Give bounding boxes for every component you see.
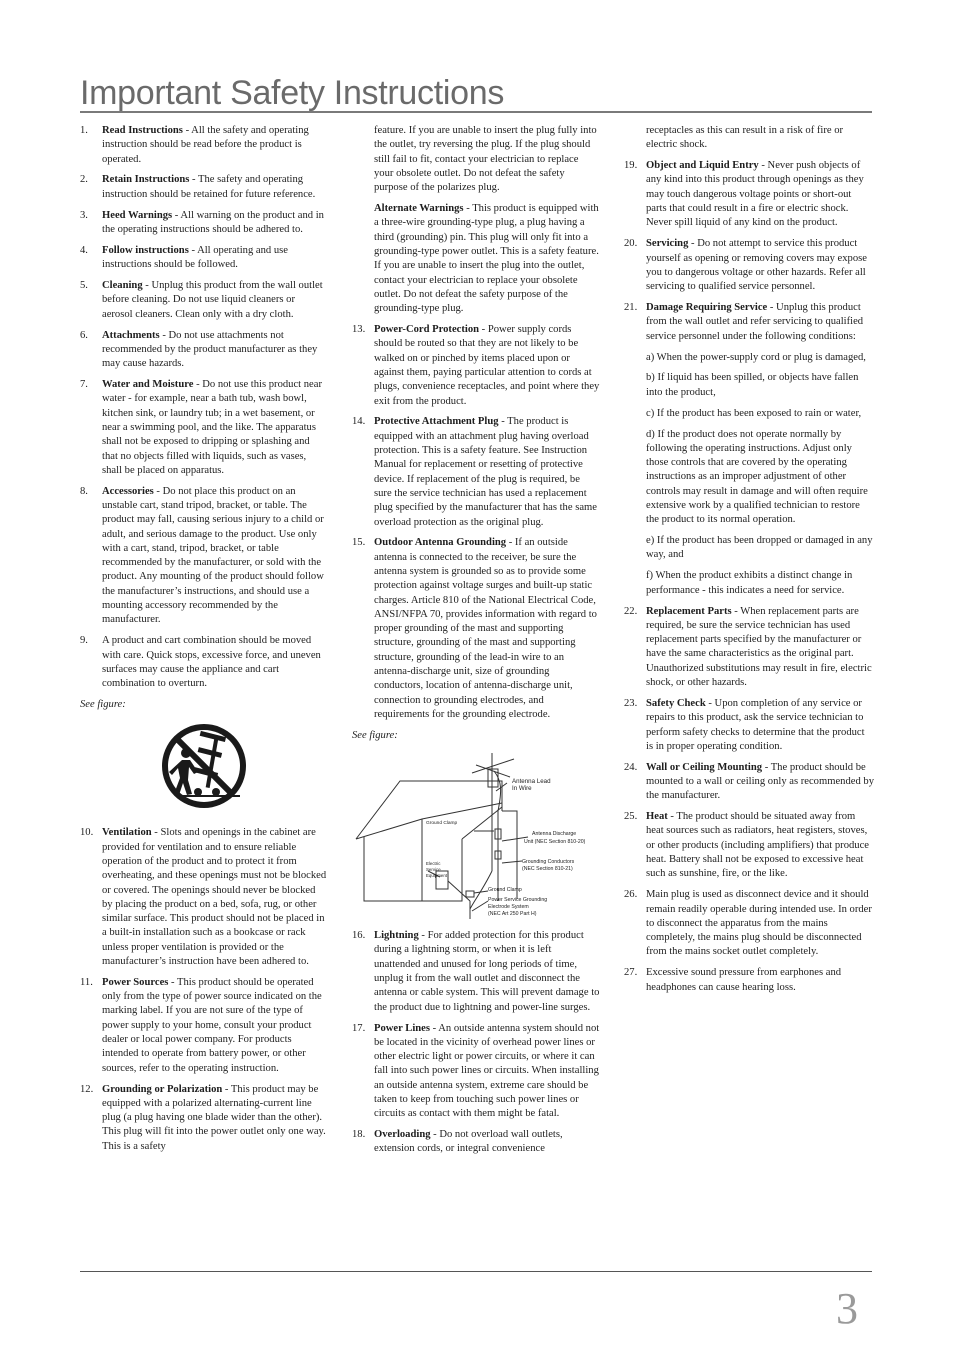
instruction-item	[80, 976, 328, 1076]
item-number: 1.	[80, 125, 88, 136]
item-heading: Retain Instructions	[102, 174, 190, 186]
item-number: 10.	[80, 827, 94, 839]
item-number: 22.	[624, 605, 638, 617]
instruction-item	[624, 605, 874, 691]
figure-caption: See figure:	[80, 699, 126, 711]
item-body	[102, 976, 328, 1076]
item-body	[102, 1083, 328, 1154]
instruction-item	[352, 1128, 600, 1157]
instruction-list	[352, 929, 600, 1157]
item-text: A product and cart combination should be moved with care. Quick stops, excessive force, and uneven surfaces may cause the appliance and cart combination to overturn.	[102, 635, 321, 690]
item-text: - For added protection for this product during a lightning storm, or when it is left unattended and unused for long periods of time, unplug it from the wall outlet and disconnect the antenna or cable system. This will prevent damage to the product due to lightning and power-line surges.	[374, 930, 600, 1013]
instruction-item	[352, 323, 600, 409]
item-heading: Follow instructions	[102, 244, 189, 256]
diagram-label: Ground Clamp	[488, 887, 522, 894]
instruction-item	[352, 536, 600, 722]
item-body	[374, 1128, 600, 1157]
instruction-item	[624, 810, 874, 881]
diagram-label: Electrode System	[488, 904, 529, 911]
item-body	[646, 810, 874, 881]
instruction-list	[352, 323, 600, 722]
item-text: - Unplug this product from the wall outlet before cleaning. Do not use liquid cleaners or aerosol cleaners. Clean only with a dry cloth.	[102, 280, 323, 320]
diagram-label: Service	[426, 867, 441, 873]
condition-item: f) When the product exhibits a distinct change in performance - this indicates a need for service.	[646, 570, 853, 596]
diagram-label: Equipment	[426, 873, 447, 879]
item-body	[102, 173, 328, 202]
item-body	[646, 301, 874, 344]
item-heading: Ventilation	[102, 827, 152, 839]
item-heading: Power-Cord Protection	[374, 324, 480, 336]
item-number: 2.	[80, 174, 88, 186]
item-heading: Servicing	[646, 238, 689, 250]
item-body	[102, 485, 328, 628]
item-heading: Replacement Parts	[646, 605, 732, 617]
item-heading: Lightning	[374, 930, 419, 942]
item-body	[374, 415, 600, 529]
item-body	[374, 929, 600, 1015]
figure-caption: See figure:	[352, 729, 398, 741]
instruction-item	[80, 124, 328, 167]
page-number: 3	[836, 1284, 858, 1333]
item-heading: Heat	[646, 811, 668, 823]
diagram-label: Antenna Discharge	[532, 831, 577, 838]
instruction-item	[80, 634, 328, 691]
item-number: 27.	[624, 967, 638, 979]
instruction-item	[624, 888, 874, 959]
item-text: - This product may be equipped with a polarized alternating-current line plug (a plug having one blade wider than the other). This plug will fit into the power outlet only one way. This is a safety	[102, 1083, 326, 1152]
condition-list	[624, 351, 874, 598]
column-2	[352, 124, 600, 1163]
item-number: 4.	[80, 244, 88, 256]
item-heading: Object and Liquid Entry	[646, 160, 759, 172]
item-text: - The safety and operating instruction should be retained for future reference.	[102, 174, 316, 200]
item-body	[102, 124, 328, 167]
item-number: 17.	[352, 1022, 366, 1034]
item-text: - All warning on the product and in the operating instructions should be adhered to.	[102, 209, 324, 235]
item-number: 16.	[352, 930, 366, 942]
item-number: 21.	[624, 302, 638, 314]
diagram-label: Power Service Grounding	[488, 897, 548, 904]
page-title: Important Safety Instructions	[80, 74, 505, 112]
item-text: - When replacement parts are required, be sure the service technician has used replacement parts specified by the manufacturer or have the same characteristics as the original part. Unauthorized substitutions may result in fire, electric shock, or other hazards.	[646, 605, 872, 689]
instruction-item	[80, 279, 328, 322]
item-body	[102, 378, 328, 478]
instruction-list	[624, 605, 874, 995]
item-body	[102, 209, 328, 238]
item-number: 20.	[624, 238, 638, 250]
item-body	[646, 697, 874, 754]
column-1	[80, 124, 328, 1161]
instruction-item	[624, 237, 874, 294]
instruction-item	[80, 826, 328, 969]
instruction-list	[624, 159, 874, 344]
footer-rule	[80, 1271, 872, 1272]
item-heading: Overloading	[374, 1129, 431, 1141]
condition-item: a) When the power-supply cord or plug is damaged,	[646, 351, 866, 363]
alternate-warnings	[352, 202, 600, 316]
diagram-label: In Wire	[512, 785, 532, 793]
instruction-item	[352, 1022, 600, 1122]
item-number: 3.	[80, 209, 88, 221]
item-body	[102, 244, 328, 273]
instruction-item	[80, 378, 328, 478]
instruction-item	[624, 159, 874, 230]
item-heading: Water and Moisture	[102, 379, 194, 391]
item-body	[646, 888, 874, 959]
column-3	[624, 124, 874, 1002]
item-number: 9.	[80, 635, 88, 647]
instruction-item	[80, 173, 328, 202]
item-body	[102, 279, 328, 322]
item-text: - This product should be operated only from the type of power source indicated on the marking label. If you are not sure of the type of power supply to your home, consult your product dealer or local power company. For products intended to operate from battery power, or other sources, refer to the operating instruction.	[102, 976, 322, 1074]
instruction-item	[624, 761, 874, 804]
item-text: - Never push objects of any kind into this product through openings as they may touch dangerous voltage points or short-out parts that could result in a fire or electric shock. Never spill liquid of any kind on the product.	[646, 160, 864, 229]
continued-text: feature. If you are unable to insert the plug fully into the outlet, try reversing the plug. If the plug should still fail to fit, contact your electrician to replace your obsolete outlet. Do not defeat the safety purpose of the polarizes plug.	[374, 125, 597, 194]
item-heading: Protective Attachment Plug	[374, 416, 499, 428]
instruction-item	[80, 329, 328, 372]
item-text: - All operating and use instructions should be followed.	[102, 244, 288, 271]
instruction-item	[624, 966, 874, 995]
antenna-grounding-diagram	[352, 751, 602, 921]
item-heading: Safety Check	[646, 697, 706, 709]
item-text: - The product should be situated away from heat sources such as radiators, heat registers, stoves, or other products (including amplifiers) that produce heat. Battery shall not be exposed to excessive heat such as sunshine, fire, or the like.	[646, 811, 869, 880]
item-number: 23.	[624, 697, 638, 709]
condition-item: c) If the product has been exposed to rain or water,	[646, 407, 862, 419]
item-text: - Upon completion of any service or repairs to this product, ask the service technician to perform safety checks to determine that the product is in proper operating condition.	[646, 697, 865, 752]
item-text: - Do not overload wall outlets, extension cords, or integral convenience	[374, 1129, 563, 1155]
item-text: - Do not attempt to service this product yourself as opening or removing covers may expose you to dangerous voltage or other hazards. Refer all servicing to qualified service personnel.	[646, 238, 867, 293]
condition-item: b) If liquid has been spilled, or objects have fallen into the product,	[646, 372, 859, 398]
item-number: 25.	[624, 811, 638, 823]
instruction-item	[352, 415, 600, 529]
diagram-label: Unit (NEC Section 810-20)	[524, 839, 586, 846]
item-body	[102, 634, 328, 691]
item-body	[102, 329, 328, 372]
diagram-label: (NEC Art 250 Part H)	[488, 911, 537, 918]
item-body	[374, 1022, 600, 1122]
item-heading: Power Sources	[102, 976, 169, 988]
item-heading: Power Lines	[374, 1022, 431, 1034]
item-heading: Cleaning	[102, 280, 143, 292]
item-body	[374, 536, 600, 722]
item-body	[646, 237, 874, 294]
item-text: Main plug is used as disconnect device and it should remain readily operable during intended use. In order to disconnect the apparatus from the mains completely, the mains plug should be disconnected from the mains socket outlet completely.	[646, 889, 872, 958]
item-body	[646, 159, 874, 230]
item-text: - If an outside antenna is connected to the receiver, be sure the antenna system is grounded so as to provide some protection against voltage surges and built-up static charges. Article 810 of the National Electrical Code, ANSI/NFPA 70, provides information with regard to proper grounding of the mast and supporting structure, grounding of the mast and supporting structure, grounding of the lead-in wire to an antenna-discharge unit, size of grounding conductors, location of antenna-discharge unit, connection to grounding electrodes, and requirements for the grounding electrode.	[374, 537, 597, 720]
title-rule	[80, 111, 872, 113]
item-text: - Power supply cords should be routed so that they are not likely to be walked on or pinched by items placed upon or against them, paying particular attention to cords at plugs, convenience receptacles, and point where they exit from the product.	[374, 324, 600, 407]
item-text: - The product should be mounted to a wall or ceiling only as recommended by the manufacturer.	[646, 761, 874, 802]
item-number: 18.	[352, 1129, 366, 1141]
item-body	[646, 966, 874, 995]
item-number: 5.	[80, 280, 88, 292]
condition-item: d) If the product does not operate normally by following the operating instructions. Adjust only those controls that are covered by the operating instructions as an improper adjustment of other controls may result in damage and will often require extensive work by a qualified technician to restore the product to its normal operation.	[646, 428, 868, 526]
item-text: - Slots and openings in the cabinet are provided for ventilation and to ensure reliable operation of the product and to protect it from overheating, and these openings must not be blocked or covered. The openings should never be blocked by placing the product on a bed, sofa, rug, or other similar surface. This product should not be placed in a built-in installation such as a bookcase or rack unless proper ventilation is provided or the manufacturer’s instruction have been adhered to.	[102, 827, 327, 967]
item-number: 24.	[624, 761, 638, 773]
instruction-item	[80, 485, 328, 628]
item-number: 15.	[352, 537, 366, 549]
diagram-label: Antenna Lead	[512, 778, 551, 786]
item-number: 26.	[624, 889, 638, 901]
item-heading: Damage Requiring Service	[646, 302, 768, 314]
cart-tipover-warning-icon	[158, 720, 254, 816]
item-heading: Outdoor Antenna Grounding	[374, 537, 507, 549]
item-text: - Do not use this product near water - for example, near a bath tub, wash bowl, kitchen sink, or laundry tub; in a wet basement, or near a swimming pool, and the like. The apparatus shall not be exposed to dripping or splashing and that no objects filled with liquids, such as vases, shall be placed on apparatus.	[102, 379, 322, 476]
diagram-label: Electric	[426, 861, 441, 867]
item-number: 13.	[352, 324, 366, 336]
alternate-warnings-text: - This product is equipped with a three-wire grounding-type plug, a plug having a third (grounding) pin. This plug will only fit into a grounding-type power outlet. This is a safety feature. If you are unable to insert the plug into the outlet, contact your electrician to replace your obsolete outlet. Do not defeat the safety purpose of the grounding-type plug.	[374, 203, 599, 315]
item-body	[102, 826, 328, 969]
item-number: 7.	[80, 379, 88, 391]
item-text: - An outside antenna system should not be located in the vicinity of overhead power lines or other electric light or power circuits, or where it can fall into such power lines or circuits. When installing an outside antenna system, extreme care should be taken to keep from touching such power lines or circuits as contact with them might be fatal.	[374, 1022, 600, 1120]
item-number: 12.	[80, 1083, 94, 1095]
condition-item: e) If the product has been dropped or damaged in any way, and	[646, 535, 873, 561]
item-heading: Wall or Ceiling Mounting	[646, 761, 763, 773]
item-text: - Do not place this product on an unstable cart, stand tripod, bracket, or table. The product may fall, causing serious injury to a child or adult, and serious damage to the product. Use only with a cart, stand, tripod, bracket, or table recommended by the manufacturer, or sold with the product. Any mounting of the product should follow the manufacturer’s instructions, and should use a mounting accessory recommended by the manufacturer.	[102, 485, 324, 626]
alternate-warnings-heading: Alternate Warnings	[374, 203, 464, 215]
item-heading: Accessories	[102, 485, 154, 497]
item-heading: Attachments	[102, 329, 160, 341]
item-heading: Grounding or Polarization	[102, 1083, 223, 1095]
diagram-label: Ground Clamp	[426, 821, 458, 827]
item-heading: Read Instructions	[102, 125, 183, 136]
item-text: - The product is equipped with an attachment plug having overload protection. This is a safety feature. See Instruction Manual for replacement or resetting of protective device. If replacement of the plug is required, be sure the service technician has used a replacement plug specified by the manufacturer that has the same overload protection as the original plug.	[374, 416, 597, 528]
instruction-item	[80, 244, 328, 273]
item-body	[646, 761, 874, 804]
item-body	[646, 605, 874, 691]
instruction-item	[352, 929, 600, 1015]
instruction-list	[80, 124, 328, 691]
item-number: 19.	[624, 160, 638, 172]
item-number: 8.	[80, 485, 88, 497]
diagram-label: (NEC Section 810-21)	[522, 866, 573, 873]
instruction-item	[80, 1083, 328, 1154]
item-text: - Unplug this product from the wall outlet and refer servicing to qualified service personnel under the following conditions:	[646, 302, 864, 342]
item-number: 6.	[80, 329, 88, 341]
item-text: - Do not use attachments not recommended by the product manufacturer as they may cause hazards.	[102, 329, 318, 370]
continued-text: receptacles as this can result in a risk of fire or electric shock.	[646, 125, 844, 151]
item-heading: Heed Warnings	[102, 209, 173, 221]
item-number: 14.	[352, 416, 366, 428]
item-body	[374, 323, 600, 409]
item-text: Excessive sound pressure from earphones and headphones can cause hearing loss.	[646, 967, 842, 993]
instruction-list	[80, 826, 328, 1154]
instruction-item	[624, 697, 874, 754]
diagram-label: Grounding Conductors	[522, 859, 575, 866]
item-number: 11.	[80, 976, 93, 988]
instruction-item	[624, 301, 874, 344]
item-text: - All the safety and operating instruction should be read before the product is operated.	[102, 125, 309, 165]
instruction-item	[80, 209, 328, 238]
